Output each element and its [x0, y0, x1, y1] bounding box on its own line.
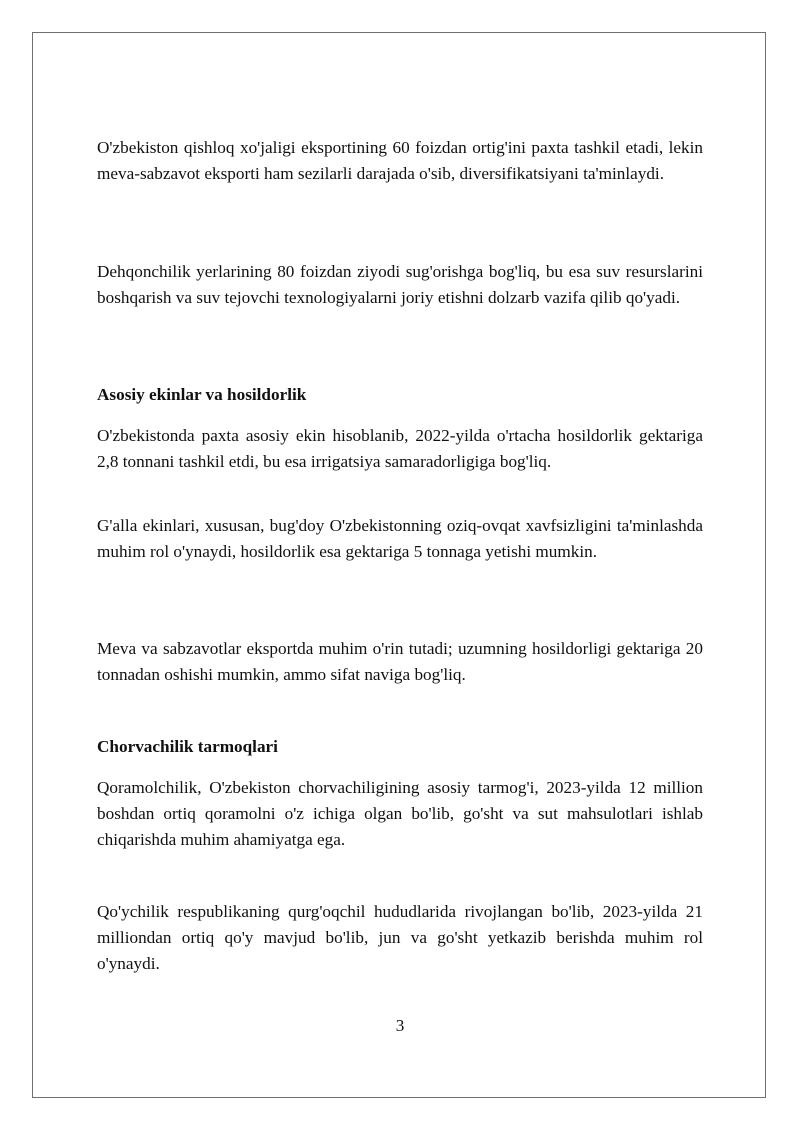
paragraph-cotton-exports: O'zbekiston qishloq xo'jaligi eksportining 60 foizdan ortig'ini paxta tashkil etadi, lekin meva-sabzavot eksporti ham sezilarli darajada o'sib, diversifikatsiyani ta'minlaydi.	[97, 138, 703, 183]
page-number: 3	[395, 1016, 405, 1035]
paragraph-grain-crops: G'alla ekinlari, xususan, bug'doy O'zbekistonning oziq-ovqat xavfsizligini ta'minlashda muhim rol o'ynaydi, hosildorlik esa gektariga 5 tonnaga yetishi mumkin.	[97, 516, 703, 561]
paragraph-cotton-yield: O'zbekistonda paxta asosiy ekin hisoblanib, 2022-yilda o'rtacha hosildorlik gektariga 2,8 tonnani tashkil etdi, bu esa irrigatsiya samaradorligiga bog'liq.	[97, 426, 703, 471]
paragraph-cattle: Qoramolchilik, O'zbekiston chorvachiligining asosiy tarmog'i, 2023-yilda 12 million boshdan ortiq qoramolni o'z ichiga olgan bo'lib, go'sht va sut mahsulotlari ishlab chiqarishda muhim ahamiyatga ega.	[97, 778, 703, 849]
paragraph-fruits-vegetables: Meva va sabzavotlar eksportda muhim o'rin tutadi; uzumning hosildorligi gektariga 20 tonnadan oshishi mumkin, ammo sifat naviga bog'liq.	[97, 639, 703, 684]
paragraph-irrigation: Dehqonchilik yerlarining 80 foizdan ziyodi sug'orishga bog'liq, bu esa suv resurslarini boshqarish va suv tejovchi texnologiyalarni joriy etishni dolzarb vazifa qilib qo'yadi.	[97, 262, 703, 307]
heading-main-crops: Asosiy ekinlar va hosildorlik	[97, 385, 307, 404]
paragraph-sheep: Qo'ychilik respublikaning qurg'oqchil hududlarida rivojlangan bo'lib, 2023-yilda 21 milliondan ortiq qo'y mavjud bo'lib, jun va go'sht yetkazib berishda muhim rol o'ynaydi.	[97, 902, 703, 973]
heading-livestock: Chorvachilik tarmoqlari	[97, 737, 278, 756]
